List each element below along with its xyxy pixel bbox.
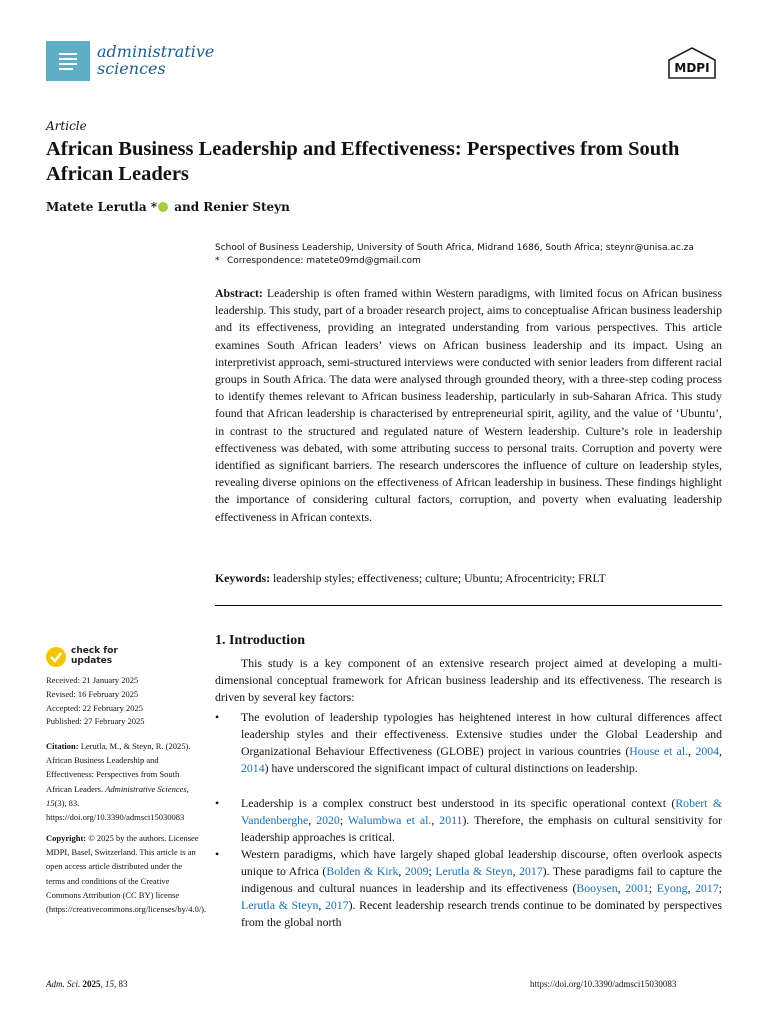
correspondence-line — [215, 255, 694, 268]
citation-doi[interactable]: (3), 83. https://doi.org/10.3390/admsci15030083 — [46, 797, 185, 823]
abstract — [215, 285, 722, 526]
journal-name-line1: administrative — [97, 42, 215, 61]
citation-block — [46, 739, 202, 824]
list-item: • Western paradigms, which have largely shaped global leadership discourse, often overlook aspects unique to Africa (Bolden & Kirk, 2009; Lerutla & Steyn, 2017). These paradigms fail to capture the indigenous and cultural nuances in leadership and its effectiveness (Booysen, 2001; Eyong, 2017; Lerutla & Steyn, 2017). Recent leadership research trends continue to be dominated by perspectives from the global north — [215, 847, 723, 929]
affiliation-line: School of Business Leadership, University of South Africa, Midrand 1686, South Africa; steynr@unisa.ac.za — [215, 243, 694, 253]
list-item: • The evolution of leadership typologies has heightened interest in how cultural differences affect leadership styles and their effectiveness. Extensive studies under the Global Leadership and Organizational Behaviour Effectiveness (GLOBE) project in various countries (House et al., 2004, 2014) have underscored the significant impact of cultural distinctions on leadership. — [215, 710, 722, 775]
check-for-updates-line1: check for — [71, 646, 118, 656]
footer-journal-abbrev: Adm. Sci. — [46, 979, 81, 989]
citation-link[interactable]: 2020 — [316, 813, 340, 827]
check-for-updates-line2: updates — [71, 655, 113, 666]
journal-name-line2: sciences — [97, 59, 166, 78]
journal-name — [97, 43, 214, 77]
copyright-block — [46, 831, 207, 916]
citation-link[interactable]: Lerutla & Steyn — [435, 864, 513, 878]
date-received: Received: 21 January 2025 — [46, 675, 139, 685]
bullet-icon: • — [215, 796, 220, 810]
citation-link[interactable]: 2017 — [695, 881, 719, 895]
article-type: Article — [46, 119, 87, 133]
date-accepted: Accepted: 22 February 2025 — [46, 702, 144, 713]
citation-link[interactable]: 2001 — [625, 881, 649, 895]
citation-link[interactable]: 2011 — [439, 813, 463, 827]
abstract-text: Leadership is often framed within Western paradigms, with limited focus on African business leadership. This study, part of a broader research project, aims to conceptualise African business leadership and its effectiveness, providing an integrated understanding from various perspectives. This article examines South African leaders’ views on African business leadership and its impact. Using an interpretivist approach, semi-structured interviews were conducted with senior leaders from different racial groups in South Africa. The data were analysed through grounded theory, with a three-step coding process to identify themes relevant to African business leadership, particularly in sub-Saharan Africa. This study found that African leadership is characterised by entrepreneurial spirit, agility, and the value of ‘Ubuntu’, in contrast to the structured and regulated nature of Western leadership. Culture’s role in leadership effectiveness was debated, with some attributing success to personal traits. Corruption and poverty were identified as significant barriers. The research underscores the influence of culture on leadership styles, revealing diverse opinions on the effectiveness of African leadership in business. These findings highlight the importance of considering cultural factors, corruption, and poverty when evaluating leadership effectiveness in African contexts. — [215, 286, 722, 524]
footer-volume: 15 — [105, 979, 114, 989]
copyright-text: © 2025 by the authors. Licensee MDPI, Basel, Switzerland. This article is an open access article distributed under the terms and conditions of the Creative Commons Attribution (CC BY) license (https://creativecommons.org/licenses/by/4.0/). — [46, 833, 207, 915]
citation-link[interactable]: 2017 — [519, 864, 543, 878]
publication-dates — [46, 674, 144, 729]
check-for-updates-button[interactable] — [46, 647, 146, 669]
author-1[interactable]: Matete Lerutla * — [46, 200, 158, 214]
journal-logo-icon — [46, 41, 90, 81]
footer-article-no: , 83 — [114, 979, 128, 989]
citation-link[interactable]: 2017 — [324, 898, 349, 912]
publisher-name: MDPI — [674, 61, 710, 75]
orcid-icon[interactable] — [158, 202, 168, 212]
section-divider — [215, 605, 722, 606]
article-title: African Business Leadership and Effectiveness: Perspectives from South African Leaders — [46, 138, 680, 185]
citation-link[interactable]: 2014 — [241, 761, 265, 775]
citation-link[interactable]: 2004 — [695, 744, 720, 758]
bullet-icon: • — [215, 847, 220, 861]
correspondence-text: Correspondence: matete09md@gmail.com — [227, 256, 421, 266]
citation-link[interactable]: Lerutla & Steyn — [241, 898, 319, 912]
citation-link[interactable]: Robert & Vandenberghe — [241, 796, 722, 827]
citation-link[interactable]: Booysen — [576, 881, 618, 895]
check-for-updates-icon — [46, 647, 66, 667]
keywords-label: Keywords: — [215, 571, 271, 585]
bullet-icon: • — [215, 710, 220, 724]
abstract-label: Abstract: — [215, 286, 263, 300]
copyright-label: Copyright: — [46, 833, 87, 843]
citation-link[interactable]: Walumbwa et al. — [347, 813, 432, 827]
affiliations — [215, 242, 694, 268]
section-heading-introduction: 1. Introduction — [215, 633, 305, 648]
intro-paragraph: This study is a key component of an extensive research project aimed at developing a multi-dimensional conceptual framework for African business leadership and its effectiveness. The research is driven by several key factors: — [215, 656, 722, 704]
citation-journal: Administrative Sciences, 15 — [46, 783, 189, 808]
footer-year: 2025 — [82, 979, 101, 989]
keywords-text: leadership styles; effectiveness; culture; Ubuntu; Afrocentricity; FRLT — [273, 571, 606, 585]
citation-link[interactable]: House et al. — [629, 744, 689, 758]
footer-doi-link[interactable]: https://doi.org/10.3390/admsci15030083 — [530, 979, 677, 989]
citation-link[interactable]: Bolden & Kirk — [326, 864, 399, 878]
list-item: • Leadership is a complex construct best understood in its specific operational context (Robert & Vandenberghe, 2020; Walumbwa et al., 2011). Therefore, the emphasis on cultural sensitivity for leadership approaches is critical. — [215, 796, 723, 844]
citation-text: Lerutla, M., & Steyn, R. (2025). African Business Leadership and Effectiveness: Perspectives from South African Leaders. — [46, 741, 191, 794]
citation-link[interactable]: 2009 — [404, 864, 429, 878]
citation-label: Citation: — [46, 741, 79, 751]
author-2[interactable]: and Renier Steyn — [174, 200, 290, 214]
citation-link[interactable]: Eyong — [656, 881, 688, 895]
footer-journal-ref: Adm. Sci. 2025, 15, 83 — [46, 979, 128, 989]
author-list — [46, 200, 290, 214]
date-revised: Revised: 16 February 2025 — [46, 688, 139, 699]
date-published: Published: 27 February 2025 — [46, 716, 145, 727]
correspondence-marker: * — [215, 256, 220, 266]
keywords — [215, 571, 722, 586]
mdpi-logo-icon — [666, 47, 718, 81]
